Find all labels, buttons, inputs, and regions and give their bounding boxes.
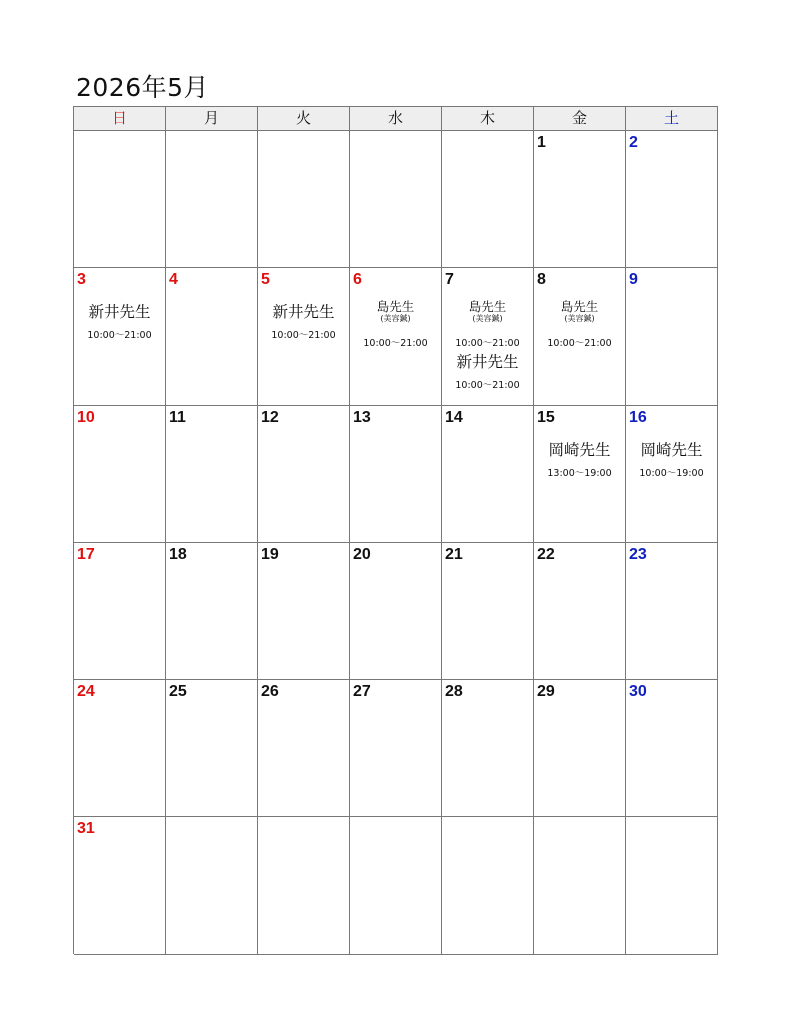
event-time: 13:00～19:00: [547, 467, 612, 479]
weekday-header-tue: 火: [258, 107, 350, 131]
day-number: 3: [77, 271, 86, 289]
day-number: 7: [445, 271, 454, 289]
calendar-week-row: [74, 406, 718, 543]
event-time: 10:00～21:00: [547, 338, 612, 350]
day-cell[interactable]: [534, 268, 626, 405]
day-number: 2: [629, 134, 638, 151]
day-cell[interactable]: [442, 406, 534, 543]
day-number: 28: [445, 683, 463, 701]
calendar-title: 2026年5月: [76, 73, 210, 102]
day-number: 18: [169, 545, 187, 563]
event-note: (美容鍼): [380, 314, 411, 324]
event-teacher-name: 島先生: [560, 299, 599, 315]
day-number: 4: [169, 271, 178, 289]
day-number: 30: [629, 683, 647, 701]
day-cell[interactable]: [74, 680, 166, 817]
day-number: 24: [77, 683, 95, 701]
empty-day-cell: [350, 817, 442, 954]
day-number: 6: [353, 271, 362, 289]
day-cell[interactable]: [350, 406, 442, 543]
day-number: 9: [629, 271, 638, 289]
day-number: 5: [261, 271, 270, 289]
empty-day-cell: [626, 817, 718, 954]
empty-day-cell: [166, 131, 258, 268]
event-time: 10:00～21:00: [363, 338, 428, 350]
day-cell[interactable]: [74, 406, 166, 543]
day-number: 10: [77, 408, 95, 426]
weekday-header-row: [74, 107, 718, 131]
day-number: 16: [629, 408, 647, 426]
day-number: 25: [169, 683, 187, 701]
empty-day-cell: [258, 131, 350, 268]
day-cell[interactable]: [626, 543, 718, 680]
day-number: 14: [445, 408, 463, 426]
day-number: 29: [537, 683, 555, 701]
day-cell[interactable]: [626, 406, 718, 543]
empty-day-cell: [442, 131, 534, 268]
calendar-weeks: [74, 131, 718, 955]
day-cell[interactable]: [258, 268, 350, 405]
calendar-week-row: [74, 543, 718, 680]
day-number: 27: [353, 683, 371, 701]
event-note: (美容鍼): [472, 314, 503, 324]
event-time: 10:00～21:00: [87, 330, 152, 342]
empty-day-cell: [534, 817, 626, 954]
day-cell[interactable]: [166, 268, 258, 405]
day-number: 21: [445, 545, 463, 563]
day-number: 22: [537, 545, 555, 563]
calendar-grid: [73, 106, 718, 954]
calendar-week-row: [74, 131, 718, 268]
event-teacher-name: 岡崎先生: [640, 440, 703, 459]
day-number: 23: [629, 545, 647, 563]
day-cell[interactable]: [350, 268, 442, 405]
day-cell[interactable]: [350, 543, 442, 680]
event-time: 10:00～21:00: [455, 380, 520, 392]
day-cell[interactable]: [74, 817, 166, 954]
day-cell[interactable]: [74, 543, 166, 680]
day-number: 1: [537, 134, 546, 151]
empty-day-cell: [350, 131, 442, 268]
empty-day-cell: [74, 131, 166, 268]
day-cell[interactable]: [626, 680, 718, 817]
day-cell[interactable]: [258, 406, 350, 543]
day-cell[interactable]: [534, 406, 626, 543]
day-number: 26: [261, 683, 279, 701]
calendar-week-row: [74, 268, 718, 405]
calendar-week-row: [74, 817, 718, 954]
day-cell[interactable]: [442, 543, 534, 680]
weekday-header-fri: 金: [534, 107, 626, 131]
event-teacher-name: 島先生: [468, 299, 507, 315]
event-time: 10:00～21:00: [455, 338, 520, 350]
day-number: 17: [77, 545, 95, 563]
day-number: 11: [169, 408, 186, 426]
weekday-header-thu: 木: [442, 107, 534, 131]
day-cell[interactable]: [166, 406, 258, 543]
day-cell[interactable]: [74, 268, 166, 405]
empty-day-cell: [258, 817, 350, 954]
event-teacher-name: 新井先生: [272, 303, 335, 322]
day-cell[interactable]: [626, 131, 718, 268]
day-number: 20: [353, 545, 371, 563]
event-teacher-name: 新井先生: [456, 353, 519, 372]
day-cell[interactable]: [258, 543, 350, 680]
weekday-header-sat: 土: [626, 107, 718, 131]
weekday-header-wed: 水: [350, 107, 442, 131]
day-cell[interactable]: [534, 680, 626, 817]
day-number: 13: [353, 408, 371, 426]
calendar-week-row: [74, 680, 718, 817]
day-cell[interactable]: [442, 680, 534, 817]
day-cell[interactable]: [442, 268, 534, 405]
day-number: 19: [261, 545, 279, 563]
day-cell[interactable]: [350, 680, 442, 817]
day-cell[interactable]: [534, 543, 626, 680]
day-cell[interactable]: [534, 131, 626, 268]
weekday-header-mon: 月: [166, 107, 258, 131]
day-number: 12: [261, 408, 279, 426]
day-number: 8: [537, 271, 546, 289]
event-teacher-name: 岡崎先生: [548, 440, 611, 459]
empty-day-cell: [442, 817, 534, 954]
day-cell[interactable]: [166, 543, 258, 680]
day-number: 15: [537, 408, 555, 426]
event-note: (美容鍼): [564, 314, 595, 324]
event-teacher-name: 新井先生: [88, 303, 151, 322]
event-teacher-name: 島先生: [376, 299, 415, 315]
empty-day-cell: [166, 817, 258, 954]
event-time: 10:00～19:00: [639, 467, 704, 479]
weekday-header-sun: 日: [74, 107, 166, 131]
day-cell[interactable]: [258, 680, 350, 817]
day-number: 31: [77, 820, 95, 838]
day-cell[interactable]: [166, 680, 258, 817]
day-cell[interactable]: [626, 268, 718, 405]
event-time: 10:00～21:00: [271, 330, 336, 342]
